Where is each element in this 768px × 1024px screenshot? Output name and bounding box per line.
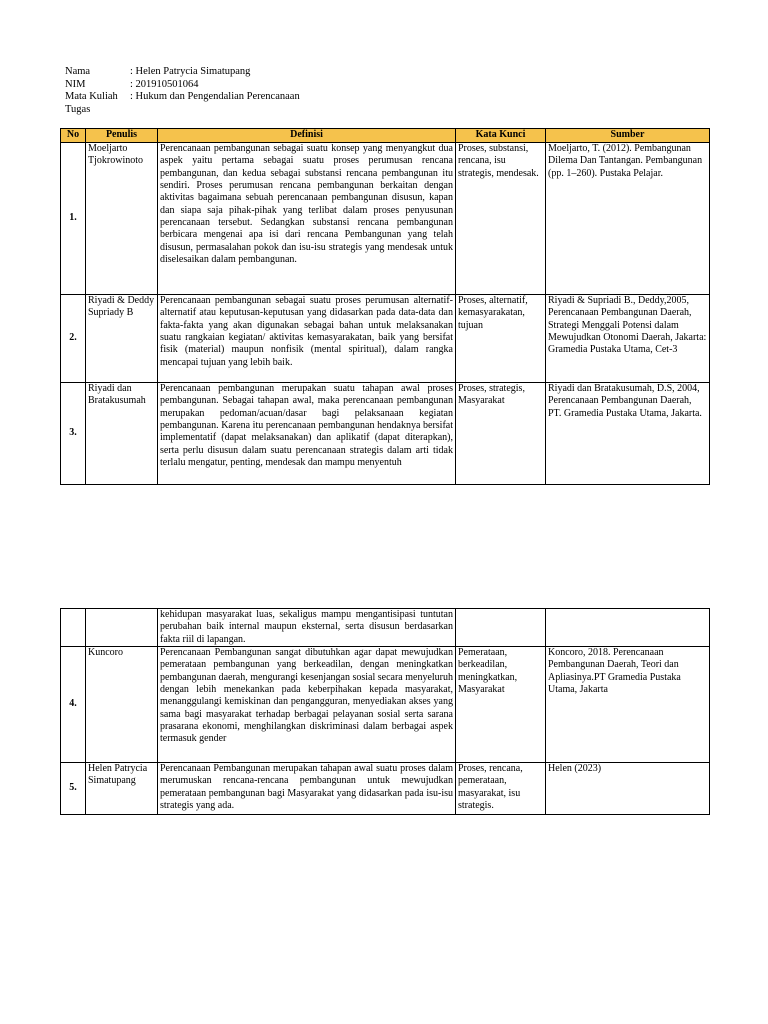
tugas-row xyxy=(65,104,300,117)
row-number: 2. xyxy=(61,295,86,383)
matkul-label: Mata Kuliah xyxy=(65,91,118,103)
definition-table-continued xyxy=(60,608,710,815)
keywords-cell: Proses, alternatif, kemasyarakatan, tujuan xyxy=(456,295,546,383)
definition-cell: Perencanaan pembangunan sebagai suatu konsep yang menyangkut dua aspek yaitu pertama sebagai suatu proses perumusan rencana pembangunan, dan kedua sebagai substansi rencana pembangunan itu sendiri. Proses perumusan rencana pembangunan berkaitan dengan aktivitas bagaimana sebuah perencanaan pembangunan disusun, kapan dan siapa saja pihak-pihak yang terlibat dalam proses penyusunan perencanaan tersebut. Sedangkan substansi rencana pembangunan berbicara mengenai apa isi dari rencana Pembangunan yang telah disusun, permasalahan pokok dan isu-isu strategis yang mendesak untuk diselesaikan dalam pembangunan. xyxy=(158,143,456,295)
source-cell: Helen (2023) xyxy=(546,763,710,815)
definition-cell: Perencanaan Pembangunan merupakan tahapan awal suatu proses dalam merumuskan rencana-rencana pembangunan untuk mewujudkan pemerataan pembangunan bagi Masyarakat yang didasarkan pada isu-isu strategis yang ada. xyxy=(158,763,456,815)
author-cell: Kuncoro xyxy=(86,647,158,763)
matkul-row xyxy=(65,91,300,104)
author-cell: Riyadi dan Bratakusumah xyxy=(86,383,158,485)
source-cell: Koncoro, 2018. Perencanaan Pembangunan Daerah, Teori dan Apliasinya.PT Gramedia Pustaka Utama, Jakarta xyxy=(546,647,710,763)
nama-row xyxy=(65,66,300,79)
definition-cell: Perencanaan Pembangunan sangat dibutuhkan agar dapat mewujudkan pemerataan pembangunan yang berkeadilan, dengan meningkatkan pembangunan daerah, mengurangi kesenjangan sosial secara menyeluruh dengan lebih menekankan pada keberpihakan kepada masyarakat, menanggulangi kemiskinan dan pengangguran, menyediakan akses yang sama bagi masyarakat terhadap berbagai pelayanan sosial serta sarana prasarana ekonomi, menghilangkan diskriminasi dalam berbagai aspek termasuk gender xyxy=(158,647,456,763)
nim-label: NIM xyxy=(65,78,86,90)
col-header-definisi: Definisi xyxy=(158,129,456,143)
definition-table xyxy=(60,128,710,485)
table-row xyxy=(61,383,710,485)
document-header xyxy=(65,66,300,117)
source-cell: Riyadi & Supriadi B., Deddy,2005, Perencanaan Pembangunan Daerah, Strategi Menggali Potensi dalam Mewujudkan Otonomi Daerah, Jakarta: Gramedia Pustaka Utama, Cet-3 xyxy=(546,295,710,383)
table-row xyxy=(61,647,710,763)
source-cell: Moeljarto, T. (2012). Pembangunan Dilema Dan Tantangan. Pembangunan (pp. 1–260). Pustaka Pelajar. xyxy=(546,143,710,295)
keywords-cell: Pemerataan, berkeadilan, meningkatkan, Masyarakat xyxy=(456,647,546,763)
row-number: 1. xyxy=(61,143,86,295)
keywords-cell: Proses, substansi, rencana, isu strategis, mendesak. xyxy=(456,143,546,295)
keywords-cell: Proses, rencana, pemerataan, masyarakat, isu strategis. xyxy=(456,763,546,815)
table-row xyxy=(61,295,710,383)
definition-continuation-cell: kehidupan masyarakat luas, sekaligus mampu mengantisipasi tuntutan perubahan baik internal maupun eksternal, serta disusun berdasarkan fakta riil di lapangan. xyxy=(158,609,456,647)
row-number: 4. xyxy=(61,647,86,763)
col-header-kata-kunci: Kata Kunci xyxy=(456,129,546,143)
tugas-label: Tugas xyxy=(65,104,91,116)
table-row xyxy=(61,609,710,647)
nama-value: : Helen Patrycia Simatupang xyxy=(130,66,251,77)
nama-label: Nama xyxy=(65,66,91,77)
col-header-no: No xyxy=(61,129,86,143)
author-cell: Moeljarto Tjokrowinoto xyxy=(86,143,158,295)
table-header-row xyxy=(61,129,710,143)
author-cell: Helen Patrycia Simatupang xyxy=(86,763,158,815)
definition-cell: Perencanaan pembangunan sebagai suatu proses perumusan alternatif-alternatif atau keputusan-keputusan yang didasarkan pada data-data dan fakta-fakta yang akan digunakan sebagai bahan untuk melaksanakan suatu rangkaian kegiatan/ aktivitas kemasyarakatan, baik yang bersifat fisik (material) maupun nonfisik (mental spiritual), dalam rangka mencapai tujuan yang lebih baik. xyxy=(158,295,456,383)
table-row xyxy=(61,763,710,815)
nim-value: : 201910501064 xyxy=(130,78,199,90)
col-header-penulis: Penulis xyxy=(86,129,158,143)
matkul-value: : Hukum dan Pengendalian Perencanaan xyxy=(130,91,300,103)
author-cell: Riyadi & Deddy Supriady B xyxy=(86,295,158,383)
keywords-cell: Proses, strategis, Masyarakat xyxy=(456,383,546,485)
nim-row xyxy=(65,79,300,92)
col-header-sumber: Sumber xyxy=(546,129,710,143)
row-number: 3. xyxy=(61,383,86,485)
table-row xyxy=(61,143,710,295)
definition-cell: Perencanaan pembangunan merupakan suatu tahapan awal proses pembangunan. Sebagai tahapan awal, maka perencanaan pembangunan merupakan pedoman/acuan/dasar bagi pelaksanaan kegiatan pembangunan. Karena itu perencanaan pembangunan hendaknya bersifat implementatif (dapat melaksanakan) dan aplikatif (dapat diterapkan), serta perlu disusun dalam suatu perencanaan strategis dalam arti tidak terlalu mengatur, penting, mendesak dan mampu menyentuh xyxy=(158,383,456,485)
row-number: 5. xyxy=(61,763,86,815)
source-cell: Riyadi dan Bratakusumah, D.S, 2004, Perencanaan Pembangunan Daerah, PT. Gramedia Pustaka Utama, Jakarta. xyxy=(546,383,710,485)
